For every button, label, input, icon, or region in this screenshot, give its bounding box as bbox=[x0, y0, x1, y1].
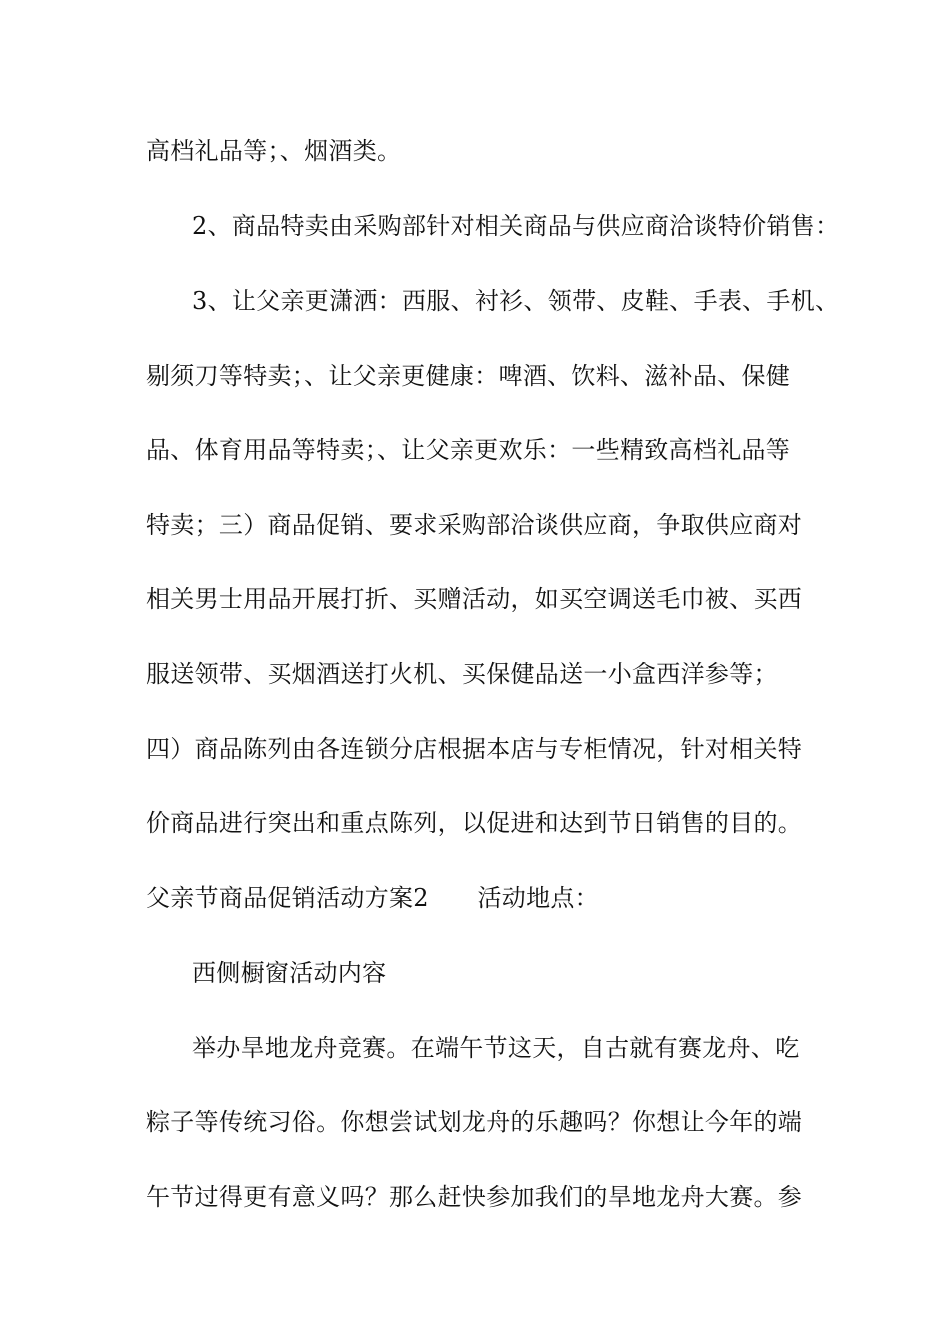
text-line: 午节过得更有意义吗？那么赶快参加我们的旱地龙舟大赛。参 bbox=[146, 1183, 803, 1211]
text-line: 特卖；三）商品促销、要求采购部洽谈供应商，争取供应商对 bbox=[146, 511, 803, 539]
text-line: 举办旱地龙舟竞赛。在端午节这天，自古就有赛龙舟、吃 bbox=[192, 1034, 800, 1062]
text-line: 品、体育用品等特卖；、让父亲更欢乐：一些精致高档礼品等 bbox=[146, 436, 791, 464]
text-line: 3、让父亲更潇洒：西服、衬衫、领带、皮鞋、手表、手机、 bbox=[192, 287, 840, 315]
text-line: 粽子等传统习俗。你想尝试划龙舟的乐趣吗？你想让今年的端 bbox=[146, 1108, 803, 1136]
text-line: 剔须刀等特卖；、让父亲更健康：啤酒、饮料、滋补品、保健 bbox=[146, 362, 791, 390]
text-line: 价商品进行突出和重点陈列，以促进和达到节日销售的目的。 bbox=[146, 809, 803, 837]
text-line: 服送领带、买烟酒送打火机、买保健品送一小盒西洋参等； bbox=[146, 660, 778, 688]
text-line: 高档礼品等；、烟酒类。 bbox=[146, 137, 402, 165]
text-line: 西侧橱窗活动内容 bbox=[192, 959, 387, 987]
text-line: 2、商品特卖由采购部针对相关商品与供应商洽谈特价销售： bbox=[192, 212, 840, 240]
text-line: 相关男士用品开展打折、买赠活动，如买空调送毛巾被、买西 bbox=[146, 585, 803, 613]
section-heading: 父亲节商品促销活动方案2 活动地点： bbox=[146, 884, 599, 912]
text-line: 四）商品陈列由各连锁分店根据本店与专柜情况，针对相关特 bbox=[146, 735, 803, 763]
